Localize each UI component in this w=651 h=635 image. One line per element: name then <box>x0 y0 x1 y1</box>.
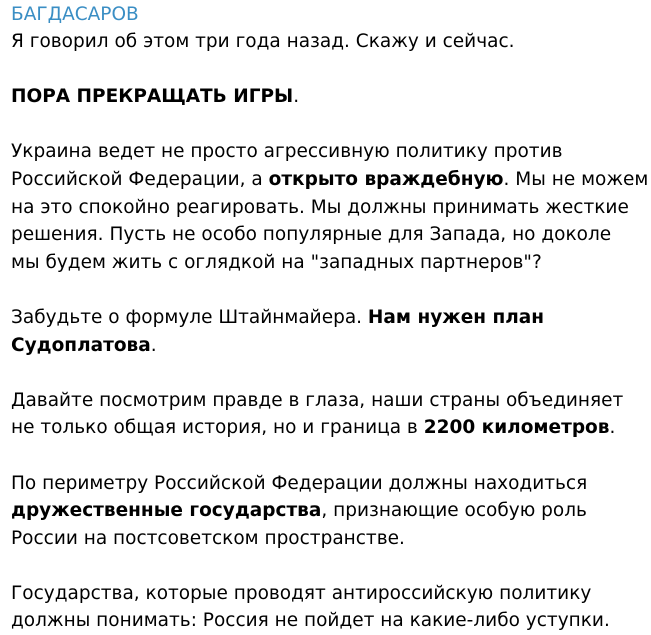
message-text-line: Я говорил об этом три года назад. Скажу и сейчас. <box>11 31 515 52</box>
bold-text-run: Судоплатова <box>11 334 151 356</box>
bold-text-run: дружественные государства <box>11 500 322 522</box>
headline-line <box>11 83 651 111</box>
text-run: . <box>150 334 157 356</box>
message-text-line: мы будем жить с оглядкой на "западных партнеров"? <box>11 251 542 273</box>
bold-text-run: 2200 километров <box>423 417 610 439</box>
message-text-line <box>11 497 651 525</box>
message-text-line: Давайте посмотрим правде в глаза, наши страны объединяет <box>11 389 624 411</box>
message-text-line: По периметру Российской Федерации должны находиться <box>11 472 588 494</box>
paragraph-spacer <box>11 111 651 139</box>
message-text-line <box>11 414 651 442</box>
message-text-line: на это спокойно реагировать. Мы должны принимать жесткие <box>11 196 629 218</box>
paragraph-spacer <box>11 56 651 84</box>
message-text-line: Государства, которые проводят антироссийскую политику <box>11 582 592 604</box>
text-run: Российской Федерации, а <box>11 168 269 190</box>
message-text-line: должны понимать: Россия не пойдет на какие-либо уступки. <box>11 610 610 632</box>
headline-bold: ПОРА ПРЕКРАЩАТЬ ИГРЫ <box>11 86 294 108</box>
text-run: , признающие особую роль <box>321 500 587 522</box>
message-post <box>11 2 651 635</box>
paragraph-spacer <box>11 359 651 387</box>
message-text-line <box>11 332 651 360</box>
message-text-line: решения. Пусть не особо популярные для Запада, но доколе <box>11 224 612 246</box>
text-run: . Мы не можем <box>503 168 649 190</box>
paragraph-spacer <box>11 276 651 304</box>
bold-text-run: Нам нужен план <box>367 306 545 328</box>
message-text-line <box>11 304 651 332</box>
paragraph-spacer <box>11 552 651 580</box>
text-run: . <box>609 417 616 439</box>
message-text-line: Украина ведет не просто агрессивную политику против <box>11 141 563 163</box>
text-run: не только общая история, но и граница в <box>11 417 424 439</box>
channel-name-link[interactable]: БАГДАСАРОВ <box>11 4 139 25</box>
message-text-line: России на постсоветском пространстве. <box>11 527 405 549</box>
message-text-line <box>11 166 651 194</box>
text-run: Забудьте о формуле Штайнмайера. <box>11 306 368 328</box>
headline-period: . <box>293 86 300 108</box>
paragraph-spacer <box>11 442 651 470</box>
bold-text-run: открыто враждебную <box>268 168 504 190</box>
